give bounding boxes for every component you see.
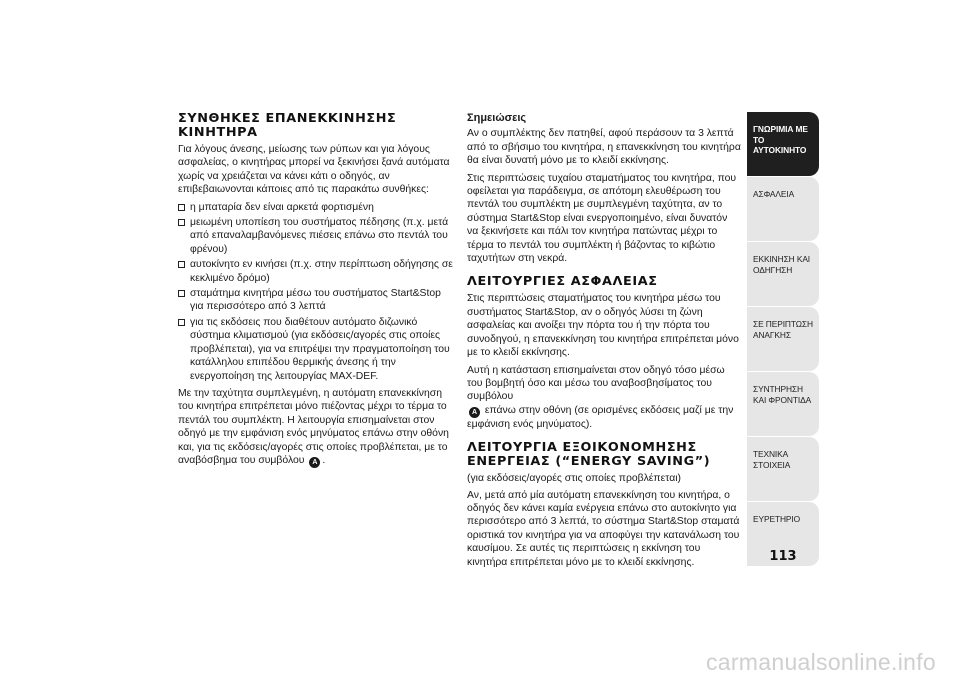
restart-outro: Με την ταχύτητα συμπλεγμένη, η αυτόματη επανεκκίνηση του κινητήρα επιτρέπεται μόνο πιέζοντας μέχρι το τέρμα το πεντάλ του συμπλέκτη. Η λειτουργία επισημαίνεται στον οδηγό με την εμφάνιση ενός μηνύματος επάνω στην οθόνη και, για τις εκδόσεις/αγορές στις οποίες προβλέπεται, με το αναβόσβημα του συμβόλου A .: [178, 387, 449, 466]
safety-heading: ΛΕΙΤΟΥΡΓΙΕΣ ΑΣΦΑΛΕΙΑΣ: [467, 274, 658, 290]
list-item: για τις εκδόσεις που διαθέτουν αυτόματο διζωνικό σύστημα κλιματισμού (για εκδόσεις/αγορές στις οποίες προβλέπεται), για να επιτρέψει την πραγματοποίηση του κατάλληλου επιπέδου θερμικής άνεσης ή την ενεργοποίηση της λειτουργίας MAX-DEF.: [178, 316, 454, 383]
tab-maintenance[interactable]: ΣΥΝΤΗΡΗΣΗ ΚΑΙ ΦΡΟΝΤΙΔΑ: [747, 372, 819, 436]
safety-section: [467, 275, 741, 431]
energy-saving-paragraph: Αν, μετά από μία αυτόματη επανεκκίνηση του κινητήρα, ο οδηγός δεν κάνει καμία ενέργεια επάνω στο αυτοκίνητο για περισσότερο από 3 λεπτά, το σύστημα Start&Stop σταματά οριστικά τον κινητήρα για να αποφύγει την κατανάλωση του καυσίμου. Σε αυτές τις περιπτώσεις η εκκίνηση του κινητήρα επιτρέπεται μόνο με το κλειδί εκκίνησης.: [467, 489, 740, 568]
restart-intro: Για λόγους άνεσης, μείωσης των ρύπων και για λόγους ασφαλείας, ο κινητήρας μπορεί να ξεκινήσει ξανά αυτόματα χωρίς να χρειάζεται να κάνει κάτι ο οδηγός, αν επιβεβαιωνονται κάποιες από τις παρακάτω συνθήκες:: [178, 144, 450, 196]
start-stop-symbol-icon: A: [469, 407, 480, 418]
notes-paragraph-2: Στις περιπτώσεις τυχαίου σταματήματος του κινητήρα, που οφείλεται για παράδειγμα, σε απότομη ελευθέρωση του πεντάλ του συμπλέκτη με συμπλεγμένη ταχύτητα, αν το σύστημα Start&Stop είναι ενεργοποιημένο, είναι δυνατόν να ξεκινήσετε και πάλι τον κινητήρα πατώντας μέχρι το τέρμα το πεντάλ του συμπλέκτη ή βάζοντας το κιβώτιο ταχυτήτων στη νεκρά.: [467, 172, 737, 265]
start-stop-symbol-icon: A: [309, 457, 320, 468]
right-column: [467, 112, 741, 573]
energy-saving-section: [467, 441, 741, 569]
checkbox-bullet-icon: [178, 219, 185, 226]
tab-starting-driving[interactable]: ΕΚΚΙΝΗΣΗ ΚΑΙ ΟΔΗΓΗΣΗ: [747, 242, 819, 306]
left-column: [178, 112, 454, 472]
checkbox-bullet-icon: [178, 319, 185, 326]
checkbox-bullet-icon: [178, 204, 185, 211]
list-item: η μπαταρία δεν είναι αρκετά φορτισμένη: [178, 201, 454, 214]
checkbox-bullet-icon: [178, 290, 185, 297]
checkbox-bullet-icon: [178, 261, 185, 268]
list-item: αυτοκίνητο εν κινήσει (π.χ. στην περίπτωση οδήγησης σε κεκλιμένο δρόμο): [178, 258, 454, 285]
energy-saving-subtitle: (για εκδόσεις/αγορές στις οποίες προβλέπεται): [467, 473, 681, 485]
restart-conditions-heading: ΣΥΝΘΗΚΕΣ ΕΠΑΝΕΚΚΙΝΗΣΗΣ ΚΙΝΗΤΗΡΑ: [178, 111, 397, 140]
energy-saving-heading: ΛΕΙΤΟΥΡΓΙΑ ΕΞΟΙΚΟΝΟΜΗΣΗΣ ΕΝΕΡΓΕΙΑΣ (“ENERGY SAVING”): [467, 440, 711, 470]
safety-paragraph-1: Στις περιπτώσεις σταματήματος του κινητήρα μέσω του συστήματος Start&Stop, αν ο οδηγός λύσει τη ζώνη ασφαλείας και ανοίξει την πόρτα του ή την πόρτα του συνοδηγού, η επανεκκίνηση του κινητήρα επιτρέπεται μόνο με το κλειδί εκκίνησης.: [467, 293, 739, 359]
conditions-list: [178, 201, 454, 383]
tab-emergency[interactable]: ΣΕ ΠΕΡΙΠΤΩΣΗ ΑΝΑΓΚΗΣ: [747, 307, 819, 371]
notes-paragraph-1: Αν ο συμπλέκτης δεν πατηθεί, αφού περάσουν τα 3 λεπτά από το σβήσιμο του κινητήρα, η επανεκκίνηση του κινητήρα θα είναι δυνατή μόνο με το κλειδί εκκίνησης.: [467, 128, 741, 167]
tab-getting-to-know[interactable]: ΓΝΩΡΙΜΙΑ ΜΕ ΤΟ ΑΥΤΟΚΙΝΗΤΟ: [747, 112, 819, 176]
list-item: μειωμένη υποπίεση του συστήματος πέδησης (π.χ. μετά από επαναλαμβανόμενες πιέσεις επάνω στο πεντάλ του φρένου): [178, 216, 454, 256]
tab-index[interactable]: ΕΥΡΕΤΗΡΙΟ: [747, 502, 819, 566]
notes-title: Σημειώσεις: [467, 112, 527, 124]
watermark: carmanualsonline.info: [705, 649, 936, 675]
tab-technical-data[interactable]: ΤΕΧΝΙΚΑ ΣΤΟΙΧΕΙΑ: [747, 437, 819, 501]
tab-safety[interactable]: ΑΣΦΑΛΕΙΑ: [747, 177, 819, 241]
list-item: σταμάτημα κινητήρα μέσω του συστήματος Start&Stop για περισσότερο από 3 λεπτά: [178, 287, 454, 314]
page-number: 113: [769, 549, 797, 564]
chapter-tabs: [747, 112, 819, 567]
safety-paragraph-2: Αυτή η κατάσταση επισημαίνεται στον οδηγό τόσο μέσω του βομβητή όσο και μέσω του αναβοσβησίματος του συμβόλου A επάνω στην οθόνη (σε ορισμένες εκδόσεις μαζί με την εμφάνιση ενός μηνύματος).: [467, 364, 734, 430]
